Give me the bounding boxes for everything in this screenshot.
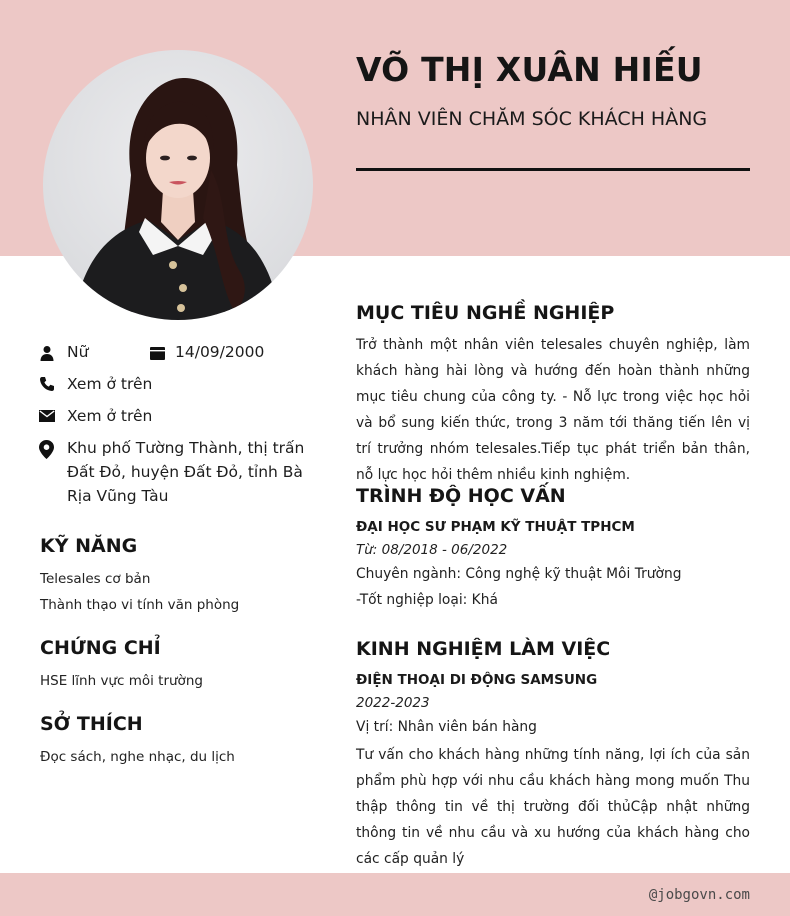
address-value: Khu phố Tường Thành, thị trấn Đất Đỏ, huyện Đất Đỏ, tỉnh Bà Rịa Vũng Tàu (67, 439, 305, 505)
footer-credit: @jobgovn.com (648, 887, 750, 903)
candidate-name: VÕ THỊ XUÂN HIẾU (356, 50, 703, 89)
gender-value: Nữ (67, 343, 89, 361)
birthday-value: 14/09/2000 (175, 343, 265, 361)
experience-description: Tư vấn cho khách hàng những tính năng, lợi ích của sản phẩm phù hợp với nhu cầu khách hàng mong muốn Thu thập thông tin về thị trường đối thủCập nhật những thông tin về nhu cầu và xu hướng của khách hàng cho các cấp quản lý (356, 747, 750, 867)
phone-value: Xem ở trên (67, 375, 153, 393)
objective-text: Trở thành một nhân viên telesales chuyên nghiệp, làm khách hàng hài lòng và hướng đến hoàn thành những mục tiêu chung của công ty. - Nỗ lực trong việc học hỏi và bổ sung kiến thức, trong 3 năm tới thăng tiến lên vị trí trưởng nhóm telesales.Tiếp tục phát triển bản thân, nỗ lực học hỏi thêm nhiều kinh nghiệm. (356, 337, 750, 483)
experience-period: 2022-2023 (356, 695, 430, 711)
calendar-icon (150, 346, 165, 360)
education-school: ĐẠI HỌC SƯ PHẠM KỸ THUẬT TPHCM (356, 519, 635, 535)
experience-heading: KINH NGHIỆM LÀM VIỆC (356, 638, 611, 660)
education-major: Chuyên ngành: Công nghệ kỹ thuật Môi Trường (356, 566, 682, 582)
skill-item: Telesales cơ bản (40, 571, 151, 587)
education-grade: -Tốt nghiệp loại: Khá (356, 592, 498, 608)
hobbies-heading: SỞ THÍCH (40, 713, 143, 735)
education-heading: TRÌNH ĐỘ HỌC VẤN (356, 485, 566, 507)
objective-heading: MỤC TIÊU NGHỀ NGHIỆP (356, 302, 615, 324)
skill-item: Thành thạo vi tính văn phòng (40, 597, 240, 613)
experience-company: ĐIỆN THOẠI DI ĐỘNG SAMSUNG (356, 672, 598, 688)
hobbies-text: Đọc sách, nghe nhạc, du lịch (40, 749, 235, 765)
person-icon (39, 345, 55, 361)
job-title: NHÂN VIÊN CHĂM SÓC KHÁCH HÀNG (356, 108, 708, 130)
email-value: Xem ở trên (67, 407, 153, 425)
education-period: Từ: 08/2018 - 06/2022 (356, 542, 508, 558)
mail-icon (39, 410, 55, 422)
experience-position: Vị trí: Nhân viên bán hàng (356, 719, 537, 735)
skills-heading: KỸ NĂNG (40, 535, 138, 557)
title-divider (356, 168, 750, 171)
avatar (43, 50, 313, 320)
certificates-heading: CHỨNG CHỈ (40, 637, 161, 659)
avatar-portrait (43, 50, 313, 320)
location-pin-icon (39, 440, 54, 459)
certificate-item: HSE lĩnh vực môi trường (40, 673, 203, 689)
phone-icon (39, 376, 55, 392)
